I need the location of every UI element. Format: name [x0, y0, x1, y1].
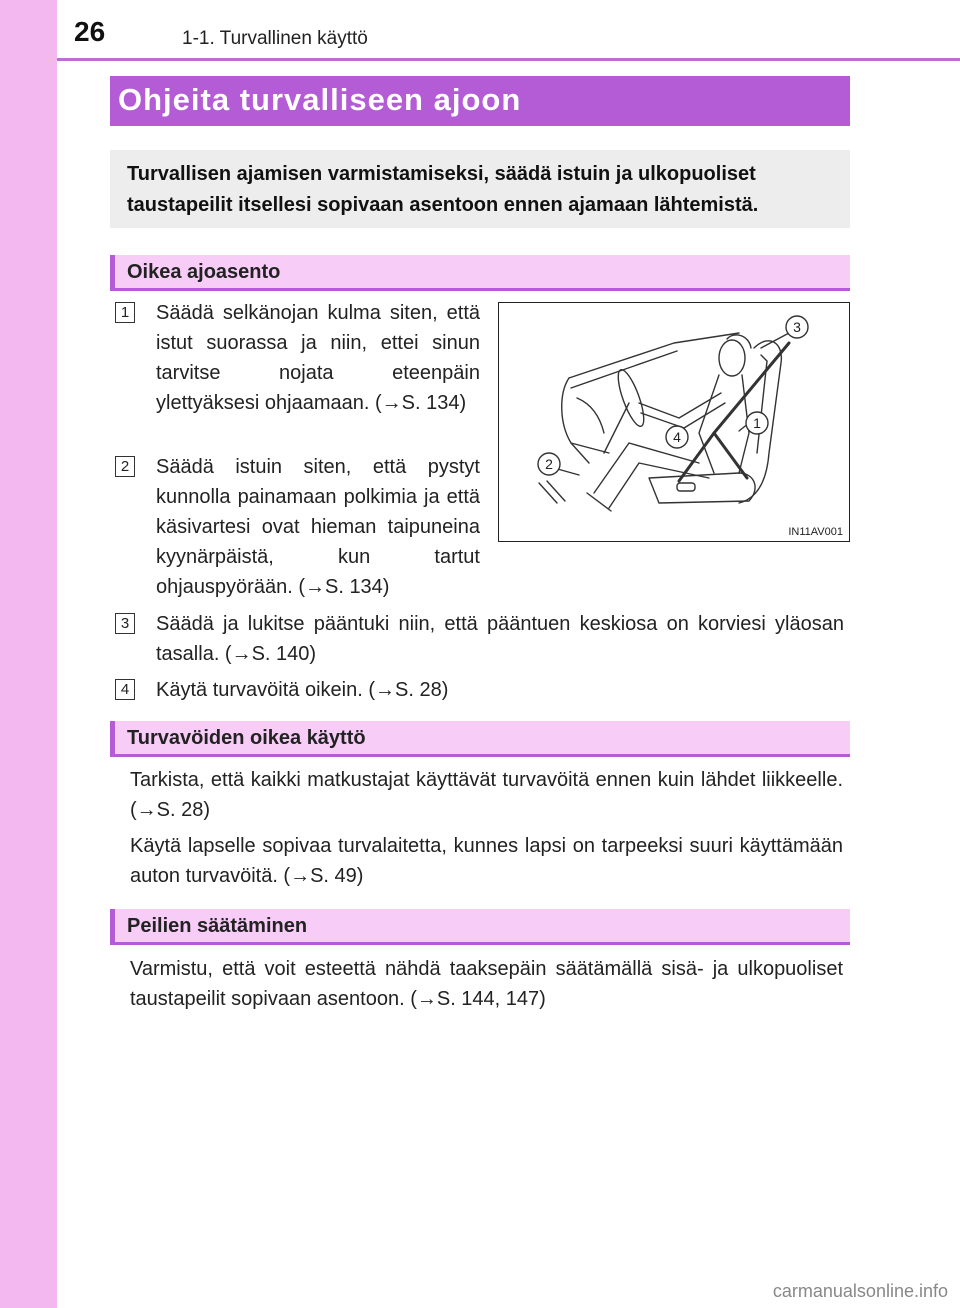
section-heading-label: Oikea ajoasento [127, 261, 281, 283]
list-item-text: Säädä selkänojan kulma siten, että istut suorassa ja niin, ettei sinun tarvitse nojata eteenpäin ylettyäksesi ohjaamaan. (→S. 134) [156, 302, 480, 414]
running-head: 1-1. Turvallinen käyttö [182, 28, 368, 49]
callout-3: 3 [793, 319, 801, 335]
section-heading-label: Turvavöiden oikea käyttö [127, 727, 366, 749]
list-item-text: Säädä istuin siten, että pystyt kunnolla painamaan polkimia ja että käsivartesi ovat hieman taipuneina kyynärpäistä, kun tartut ohjauspyörään. (→S. 134) [156, 456, 480, 598]
item-number-badge: 2 [115, 456, 135, 477]
list-item-text: Säädä ja lukitse pääntuki niin, että pääntuen keskiosa on korviesi yläosan tasalla. (→S. 140) [156, 613, 844, 665]
list-item-text: Käytä turvavöitä oikein. (→S. 28) [156, 679, 449, 701]
title-banner [110, 76, 850, 126]
section-heading-seatbelts [110, 721, 850, 757]
callout-2: 2 [545, 456, 553, 472]
driver-seat-drawing [499, 303, 849, 541]
page-title: Ohjeita turvalliseen ajoon [118, 82, 522, 117]
callout-4: 4 [673, 429, 681, 445]
item-number-badge: 4 [115, 679, 135, 700]
header-rule [57, 58, 960, 61]
paragraph: Käytä lapselle sopivaa turvalaitetta, kunnes lapsi on tarpeeksi suuri käyttämään auton turvavöitä. (→S. 49) [130, 835, 843, 887]
figure-code: IN11AV001 [788, 526, 843, 538]
item-number-badge: 3 [115, 613, 135, 634]
watermark: carmanualsonline.info [772, 1281, 948, 1301]
side-tab-bar [0, 0, 57, 1308]
section-heading-posture [110, 255, 850, 291]
intro-text: Turvallisen ajamisen varmistamiseksi, säädä istuin ja ulkopuoliset taustapeilit itsellesi sopivaan asentoon ennen ajamaan lähtemistä. [127, 163, 759, 216]
intro-box [110, 150, 850, 228]
page-number: 26 [74, 16, 106, 47]
item-number-badge: 1 [115, 302, 135, 323]
section-heading-mirrors [110, 909, 850, 945]
driving-position-illustration [498, 302, 850, 542]
callout-1: 1 [753, 415, 761, 431]
paragraph: Tarkista, että kaikki matkustajat käyttävät turvavöitä ennen kuin lähdet liikkeelle. (→S. 28) [130, 769, 843, 821]
section-heading-label: Peilien säätäminen [127, 915, 308, 937]
paragraph: Varmistu, että voit esteettä nähdä taaksepäin säätämällä sisä- ja ulkopuoliset taustapeilit sopivaan asentoon. (→S. 144, 147) [130, 958, 843, 1010]
